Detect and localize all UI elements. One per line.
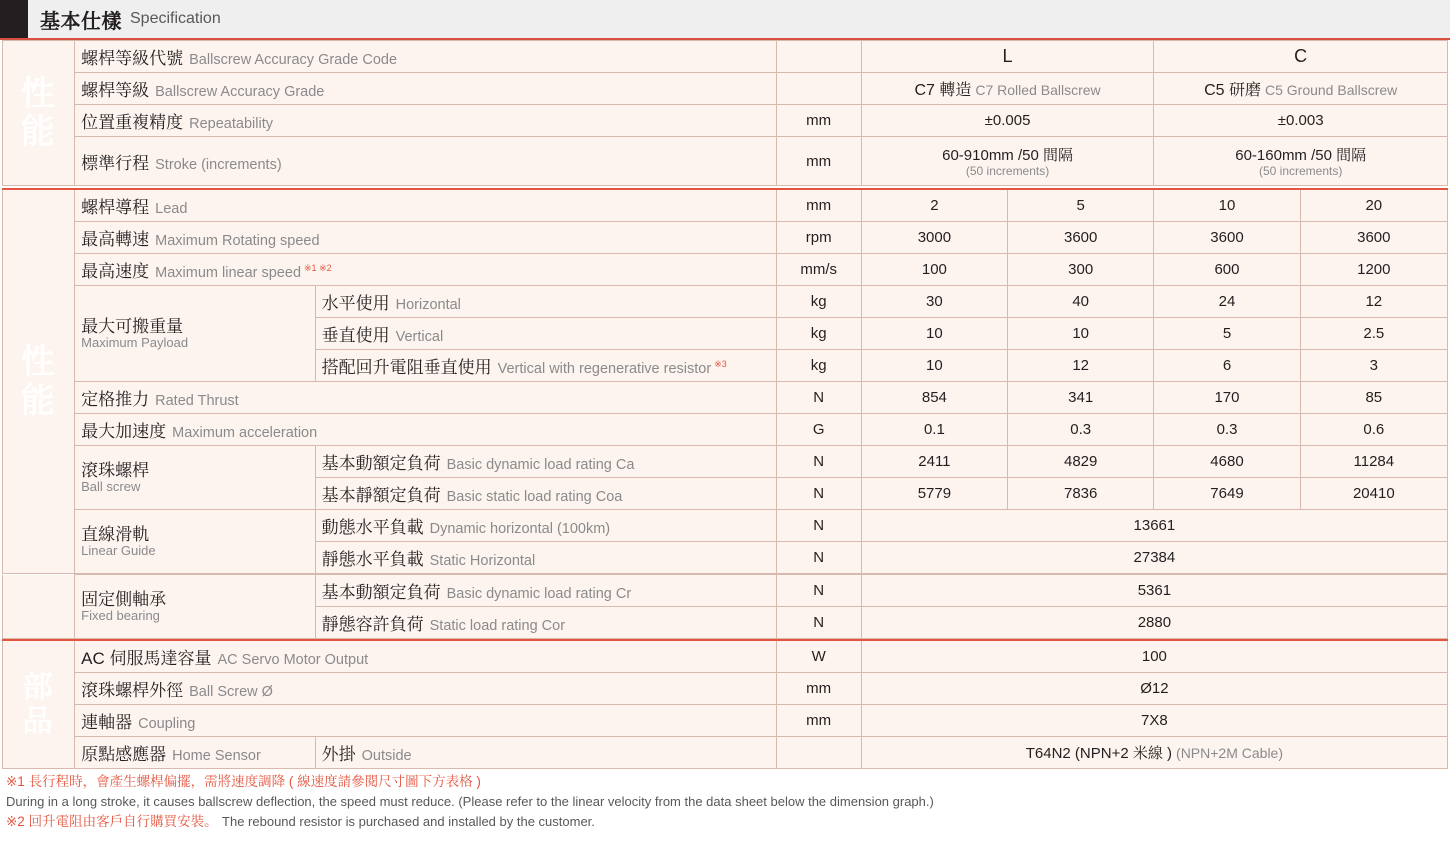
group-label-payload: 最大可搬重量 Maximum Payload bbox=[75, 286, 315, 382]
table-row bbox=[3, 640, 1448, 673]
row-unit: N bbox=[776, 542, 861, 574]
table-row bbox=[3, 189, 1448, 222]
table-row bbox=[3, 222, 1448, 254]
row-label: 靜態水平負載 Static Horizontal bbox=[315, 542, 776, 574]
row-unit: W bbox=[776, 640, 861, 673]
header-title-en: Specification bbox=[130, 10, 221, 27]
cell-value: 10 bbox=[1154, 189, 1300, 222]
row-label: 位置重複精度 Repeatability bbox=[75, 105, 776, 137]
cell-value: 5 bbox=[1154, 318, 1300, 350]
section-header bbox=[0, 0, 1450, 40]
cell-value: 2880 bbox=[861, 607, 1447, 639]
cell-value: 30 bbox=[861, 286, 1007, 318]
cell-value: 100 bbox=[861, 254, 1007, 286]
row-unit: G bbox=[776, 414, 861, 446]
cell-value: 12 bbox=[1300, 286, 1447, 318]
row-unit: N bbox=[776, 478, 861, 510]
category-performance-top: 性能 bbox=[3, 41, 75, 186]
cell-value: 12 bbox=[1008, 350, 1154, 382]
footnote-1-en: During in a long stroke, it causes ballscrew deflection, the speed must reduce. (Please refer to the linear velocity from the data sheet below the dimension graph.) bbox=[6, 793, 934, 809]
row-unit: kg bbox=[776, 350, 861, 382]
table-row bbox=[3, 137, 1448, 186]
cell-value: 7836 bbox=[1008, 478, 1154, 510]
row-label: 標準行程 Stroke (increments) bbox=[75, 137, 776, 186]
table-row bbox=[3, 446, 1448, 478]
table-row bbox=[3, 705, 1448, 737]
table-row bbox=[3, 737, 1448, 769]
table-row bbox=[3, 510, 1448, 542]
cell-value: 100 bbox=[861, 640, 1447, 673]
cell-value: 2 bbox=[861, 189, 1007, 222]
row-unit: rpm bbox=[776, 222, 861, 254]
cell-value: 10 bbox=[861, 318, 1007, 350]
cell-value: Ø12 bbox=[861, 673, 1447, 705]
cell-value: 2411 bbox=[861, 446, 1007, 478]
row-label: 基本動額定負荷 Basic dynamic load rating Ca bbox=[315, 446, 776, 478]
group-label-linear-guide: 直線滑軌 Linear Guide bbox=[75, 510, 315, 574]
grade-code-c7: L bbox=[861, 41, 1154, 73]
cell-value: 3600 bbox=[1154, 222, 1300, 254]
row-label: 螺桿等級 Ballscrew Accuracy Grade bbox=[75, 73, 776, 105]
row-label: 螺桿導程 Lead bbox=[75, 189, 776, 222]
footnotes bbox=[6, 773, 1450, 832]
repeatability-c7: ±0.005 bbox=[861, 105, 1154, 137]
cell-value: 854 bbox=[861, 382, 1007, 414]
cell-value: 0.3 bbox=[1008, 414, 1154, 446]
row-unit: mm bbox=[776, 189, 861, 222]
row-unit bbox=[776, 737, 861, 769]
main-spec-table bbox=[2, 188, 1448, 574]
group-label-fixed-bearing: 固定側軸承 Fixed bearing bbox=[75, 575, 315, 639]
cell-value: 11284 bbox=[1300, 446, 1447, 478]
row-label: 原點感應器 Home Sensor bbox=[75, 737, 315, 769]
row-unit: mm bbox=[776, 705, 861, 737]
table-row bbox=[3, 673, 1448, 705]
row-unit: kg bbox=[776, 318, 861, 350]
cell-value: 4829 bbox=[1008, 446, 1154, 478]
cell-value: 10 bbox=[1008, 318, 1154, 350]
cell-value: 341 bbox=[1008, 382, 1154, 414]
row-unit: N bbox=[776, 382, 861, 414]
cell-value: 600 bbox=[1154, 254, 1300, 286]
cell-value: 13661 bbox=[861, 510, 1447, 542]
grade-code-c5: C bbox=[1154, 41, 1448, 73]
table-row bbox=[3, 254, 1448, 286]
category-parts: 部品 bbox=[3, 640, 75, 769]
cell-value: 85 bbox=[1300, 382, 1447, 414]
row-label: 水平使用 Horizontal bbox=[315, 286, 776, 318]
row-label: 垂直使用 Vertical bbox=[315, 318, 776, 350]
cell-value: 4680 bbox=[1154, 446, 1300, 478]
cell-value: 3 bbox=[1300, 350, 1447, 382]
row-label: 最高轉速 Maximum Rotating speed bbox=[75, 222, 776, 254]
row-label: 連軸器 Coupling bbox=[75, 705, 776, 737]
table-row bbox=[3, 382, 1448, 414]
row-label: 滾珠螺桿外徑 Ball Screw Ø bbox=[75, 673, 776, 705]
table-row bbox=[3, 105, 1448, 137]
grade-c5: C5 研磨 C5 Ground Ballscrew bbox=[1154, 73, 1448, 105]
cell-value: 0.1 bbox=[861, 414, 1007, 446]
cell-value: 300 bbox=[1008, 254, 1154, 286]
cell-value: T64N2 (NPN+2 米線 ) (NPN+2M Cable) bbox=[861, 737, 1447, 769]
cell-value: 24 bbox=[1154, 286, 1300, 318]
cell-value: 7649 bbox=[1154, 478, 1300, 510]
row-unit: mm bbox=[776, 137, 861, 186]
fixed-bearing-table bbox=[2, 574, 1448, 639]
row-unit: N bbox=[776, 575, 861, 607]
cell-value: 3600 bbox=[1008, 222, 1154, 254]
row-label: 螺桿等級代號 Ballscrew Accuracy Grade Code bbox=[75, 41, 776, 73]
repeatability-c5: ±0.003 bbox=[1154, 105, 1448, 137]
group-label-ballscrew: 滾珠螺桿 Ball screw bbox=[75, 446, 315, 510]
row-label: 動態水平負載 Dynamic horizontal (100km) bbox=[315, 510, 776, 542]
footnote-marker: ※1 ※2 bbox=[304, 263, 332, 273]
row-unit: kg bbox=[776, 286, 861, 318]
cell-value: 20 bbox=[1300, 189, 1447, 222]
footnote-1-cn: ※1 長行程時，會產生螺桿偏擺，需將速度調降 ( 線速度請參閱尺寸圖下方表格 ) bbox=[6, 774, 481, 789]
row-label: 搭配回升電阻垂直使用 Vertical with regenerative resistor $^{※3}$ bbox=[315, 350, 776, 382]
table-row bbox=[3, 286, 1448, 318]
cell-value: 6 bbox=[1154, 350, 1300, 382]
row-unit: N bbox=[776, 607, 861, 639]
row-label: 基本動額定負荷 Basic dynamic load rating Cr bbox=[315, 575, 776, 607]
row-unit: N bbox=[776, 510, 861, 542]
cell-value: 2.5 bbox=[1300, 318, 1447, 350]
cell-value: 0.6 bbox=[1300, 414, 1447, 446]
category-performance-cont bbox=[3, 575, 75, 639]
table-row bbox=[3, 73, 1448, 105]
row-label: AC 伺服馬達容量 AC Servo Motor Output bbox=[75, 640, 776, 673]
cell-value: 10 bbox=[861, 350, 1007, 382]
stroke-c5: 60-160mm /50 間隔 (50 increments) bbox=[1154, 137, 1448, 186]
header-title-cn: 基本仕樣 bbox=[40, 10, 122, 33]
row-unit: mm bbox=[776, 673, 861, 705]
table-row bbox=[3, 575, 1448, 607]
cell-value: 5 bbox=[1008, 189, 1154, 222]
row-sublabel: 外掛 Outside bbox=[315, 737, 776, 769]
cell-value: 27384 bbox=[861, 542, 1447, 574]
header-swatch bbox=[0, 0, 28, 38]
cell-value: 5779 bbox=[861, 478, 1007, 510]
stroke-c7: 60-910mm /50 間隔 (50 increments) bbox=[861, 137, 1154, 186]
row-label: 最高速度 Maximum linear speed $^{※1 ※2}$ bbox=[75, 254, 776, 286]
row-unit: mm/s bbox=[776, 254, 861, 286]
row-label: 定格推力 Rated Thrust bbox=[75, 382, 776, 414]
cell-value: 3600 bbox=[1300, 222, 1447, 254]
row-unit: N bbox=[776, 446, 861, 478]
row-label: 最大加速度 Maximum acceleration bbox=[75, 414, 776, 446]
footnote-2: ※2 回升電阻由客戶自行購買安裝。 The rebound resistor is purchased and installed by the customer. bbox=[6, 813, 595, 829]
cell-value: 0.3 bbox=[1154, 414, 1300, 446]
grade-c7: C7 轉造 C7 Rolled Ballscrew bbox=[861, 73, 1154, 105]
cell-value: 5361 bbox=[861, 575, 1447, 607]
cell-value: 3000 bbox=[861, 222, 1007, 254]
row-label: 靜態容許負荷 Static load rating Cor bbox=[315, 607, 776, 639]
cell-value: 20410 bbox=[1300, 478, 1447, 510]
cell-value: 40 bbox=[1008, 286, 1154, 318]
row-unit bbox=[776, 73, 861, 105]
cell-value: 170 bbox=[1154, 382, 1300, 414]
parts-table bbox=[2, 639, 1448, 769]
table-row bbox=[3, 41, 1448, 73]
row-unit bbox=[776, 41, 861, 73]
cell-value: 7X8 bbox=[861, 705, 1447, 737]
table-row bbox=[3, 414, 1448, 446]
grade-table bbox=[2, 40, 1448, 186]
row-unit: mm bbox=[776, 105, 861, 137]
cell-value: 1200 bbox=[1300, 254, 1447, 286]
row-label: 基本靜額定負荷 Basic static load rating Coa bbox=[315, 478, 776, 510]
category-performance-main: 性能 bbox=[3, 189, 75, 574]
footnote-marker: ※3 bbox=[714, 359, 727, 369]
